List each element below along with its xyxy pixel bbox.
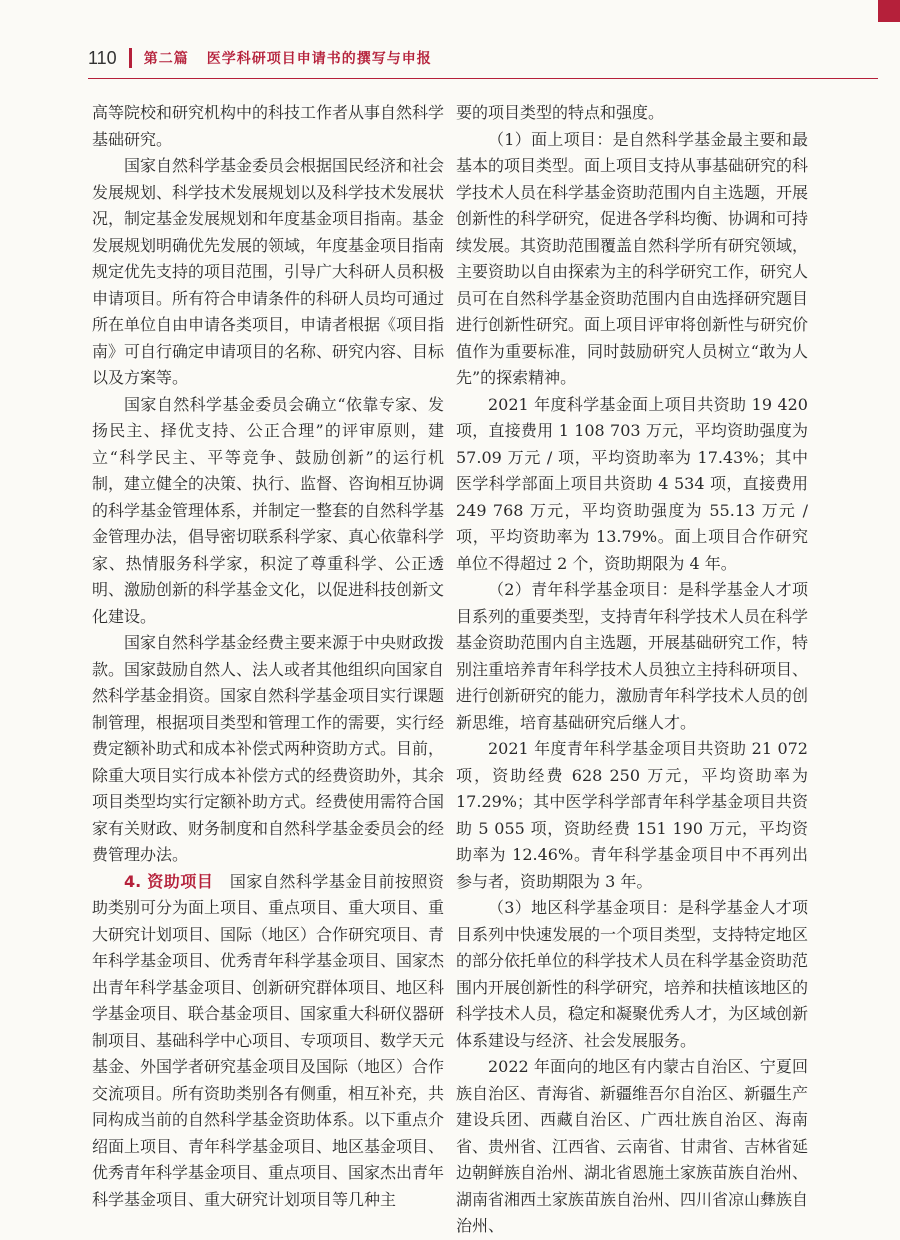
paragraph bbox=[92, 869, 444, 1214]
paragraph: 2021 年度科学基金面上项目共资助 19 420 项，直接费用 1 108 703 万元，平均资助强度为 57.09 万元 / 项，平均资助率为 17.43%；其中医学科学部面上项目共资助 4 534 项，直接费用 249 768 万元，平均资助强度为 55.13 万元 / 项，平均资助率为 13.79%。面上项目合作研究单位不得超过 2 个，资助期限为 4 年。 bbox=[456, 394, 808, 573]
paragraph: （1）面上项目：是自然科学基金最主要和最基本的项目类型。面上项目支持从事基础研究的科学技术人员在科学基金资助范围内自主选题，开展创新性的科学研究，促进各学科均衡、协调和可持续发展。其资助范围覆盖自然科学所有研究领域，主要资助以自由探索为主的科学研究工作，研究人员可在自然科学基金资助范围内自由选择研究题目进行创新性研究。面上项目评审将创新性与研究价值作为重要标准，同时鼓励研究人员树立“敢为人先”的探索精神。 bbox=[456, 129, 809, 387]
paragraph: 国家自然科学基金委员会根据国民经济和社会发展规划、科学技术发展规划以及科学技术发展状况，制定基金发展规划和年度基金项目指南。基金发展规划明确优先发展的领域，年度基金项目指南规定优先支持的项目范围，引导广大科研人员积极申请项目。所有符合申请条件的科研人员均可通过所在单位自由申请各类项目，申请者根据《项目指南》可自行确定申请项目的名称、研究内容、目标以及方案等。 bbox=[92, 156, 445, 387]
section-heading: 4. 资助项目 bbox=[124, 871, 214, 891]
paragraph: 2021 年度青年科学基金项目共资助 21 072 项，资助经费 628 250 万元，平均资助率为 17.29%；其中医学科学部青年科学基金项目共资助 5 055 项，资助经费 151 190 万元，平均资助率为 12.46%。青年科学基金项目中不再列出参与者，资助期限为 3 年。 bbox=[456, 739, 808, 891]
page-number: 110 bbox=[88, 47, 117, 68]
header-rule bbox=[88, 78, 878, 79]
page-header bbox=[88, 40, 878, 76]
paragraph: （2）青年科学基金项目：是科学基金人才项目系列的重要类型，支持青年科学技术人员在科学基金资助范围内自主选题，开展基础研究工作，特别注重培养青年科学技术人员独立主持科研项目、进行创新研究的能力，激励青年科学技术人员的创新思维，培育基础研究后继人才。 bbox=[456, 580, 809, 732]
chapter-label: 第二篇 bbox=[143, 51, 189, 67]
corner-tab bbox=[878, 0, 900, 22]
paragraph: 高等院校和研究机构中的科技工作者从事自然科学基础研究。 bbox=[92, 103, 445, 149]
paragraph: 国家自然科学基金经费主要来源于中央财政拨款。国家鼓励自然人、法人或者其他组织向国家自然科学基金捐资。国家自然科学基金项目实行课题制管理，根据项目类型和管理工作的需要，实行经费定额补助式和成本补偿式两种资助方式。目前，除重大项目实行成本补偿方式的经费资助外，其余项目类型均实行定额补助方式。经费使用需符合国家有关财政、财务制度和自然科学基金委员会的经费管理办法。 bbox=[92, 633, 445, 864]
chapter-title: 医学科研项目申请书的撰写与申报 bbox=[206, 51, 432, 67]
right-column bbox=[456, 100, 808, 1240]
paragraph: 要的项目类型的特点和强度。 bbox=[456, 103, 665, 122]
paragraph: 国家自然科学基金委员会确立“依靠专家、发扬民主、择优支持、公正合理”的评审原则，建立“科学民主、平等竞争、鼓励创新”的运行机制，建立健全的决策、执行、监督、咨询相互协调的科学基金管理体系，并制定一整套的自然科学基金管理办法，倡导密切联系科学家、真心依靠科学家、热情服务科学家，积淀了尊重科学、公正透明、激励创新的科学基金文化，以促进科技创新文化建设。 bbox=[92, 394, 445, 626]
paragraph: 2022 年面向的地区有内蒙古自治区、宁夏回族自治区、青海省、新疆维吾尔自治区、新疆生产建设兵团、西藏自治区、广西壮族自治区、海南省、贵州省、江西省、云南省、甘肃省、吉林省延边朝鲜族自治州、湖北省恩施土家族苗族自治州、湖南省湘西土家族苗族自治州、四川省凉山彝族自治州、 bbox=[456, 1057, 809, 1235]
header-divider bbox=[129, 48, 132, 68]
paragraph-text: 国家自然科学基金目前按照资助类别可分为面上项目、重点项目、重大项目、重大研究计划项目、国际（地区）合作研究项目、青年科学基金项目、优秀青年科学基金项目、国家杰出青年科学基金项目、创新研究群体项目、地区科学基金项目、联合基金项目、国家重大科研仪器研制项目、基础科学中心项目、专项项目、数学天元基金、外国学者研究基金项目及国际（地区）合作交流项目。所有资助类别各有侧重，相互补充，共同构成当前的自然科学基金资助体系。以下重点介绍面上项目、青年科学基金项目、地区基金项目、优秀青年科学基金项目、重点项目、国家杰出青年科学基金项目、重大研究计划项目等几种主 bbox=[92, 871, 445, 1209]
left-column bbox=[92, 100, 444, 1213]
paragraph: （3）地区科学基金项目：是科学基金人才项目系列中快速发展的一个项目类型，支持特定地区的部分依托单位的科学技术人员在科学基金资助范围内开展创新性的科学研究，培养和扶植该地区的科学技术人员，稳定和凝聚优秀人才，为区域创新体系建设与经济、社会发展服务。 bbox=[456, 898, 809, 1050]
